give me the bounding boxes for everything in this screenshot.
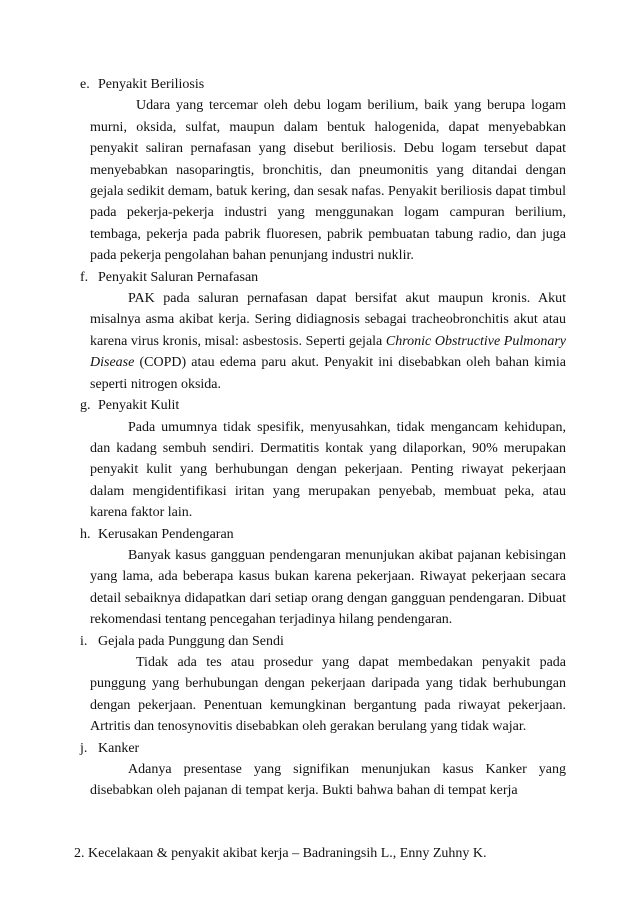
section-title: Kerusakan Pendengaran	[98, 526, 234, 542]
section-title: Penyakit Saluran Pernafasan	[98, 269, 259, 285]
section-title: Kanker	[98, 740, 140, 756]
section-marker: f.	[80, 269, 89, 285]
section-title: Gejala pada Punggung dan Sendi	[98, 633, 284, 649]
section-heading-h	[80, 524, 566, 545]
section-paragraph-kanker: Adanya presentase yang signifikan menunjukan kasus Kanker yang disebabkan oleh pajanan di tempat kerja. Bukti bahwa bahan di tempat kerja	[90, 762, 566, 799]
section-paragraph-saluran-pernafasan	[90, 288, 566, 395]
section-marker: g.	[80, 398, 91, 414]
paragraph-text: PAK pada saluran pernafasan dapat bersifat akut maupun kronis. Akut misalnya asma akibat kerja. Sering didiagnosis sebagai tracheobronchitis akut atau karena virus kronis, misal: asbestosis. Seperti gejala	[90, 291, 566, 349]
section-heading-e	[80, 74, 566, 95]
section-paragraph-pendengaran: Banyak kasus gangguan pendengaran menunjukan akibat pajanan kebisingan yang lama, ada beberapa kasus bukan karena pekerjaan. Riwayat pekerjaan secara detail sebaiknya didapatkan dari setiap orang dengan gangguan pendengaran. Dibuat rekomendasi tentang pencegahan terjadinya hilang pendengaran.	[90, 547, 566, 628]
disease-name-italic: Chronic Obstructive Pulmonary Disease	[90, 333, 566, 371]
section-title: Penyakit Kulit	[98, 398, 180, 414]
section-marker: h.	[80, 526, 91, 542]
section-heading-j	[80, 738, 566, 759]
section-marker: i.	[80, 633, 88, 649]
section-paragraph-kulit: Pada umumnya tidak spesifik, menyusahkan, tidak mengancam kehidupan, dan kadang sembuh sendiri. Dermatitis kontak yang dilaporkan, 90% merupakan penyakit kulit yang berhubungan dengan pekerjaan. Penting riwayat pekerjaan dalam mengidentifikasi iritan yang merupakan penyebab, membuat peka, atau karena faktor lain.	[90, 419, 566, 521]
section-heading-i	[80, 631, 566, 652]
page-footer: 2. Kecelakaan & penyakit akibat kerja – Badraningsih L., Enny Zuhny K.	[74, 846, 487, 861]
section-heading-g	[80, 395, 566, 416]
document-body	[80, 74, 566, 802]
section-marker: e.	[80, 77, 90, 92]
paragraph-text: (COPD) atau edema paru akut. Penyakit ini disebabkan oleh bahan kimia seperti nitrogen oksida.	[90, 355, 566, 392]
section-paragraph-beriliosis: Udara yang tercemar oleh debu logam berilium, baik yang berupa logam murni, oksida, sulfat, maupun dalam bentuk halogenida, dapat menyebabkan penyakit saliran pernafasan yang disebut beriliosis. Debu logam tersebut dapat menyebabkan nasoparingtis, bronchitis, dan pneumonitis yang ditandai dengan gejala sedikit demam, batuk kering, dan sesak nafas. Penyakit beriliosis dapat timbul pada pekerja-pekerja industri yang menggunakan logam campuran berilium, tembaga, pekerja pada pabrik fluoresen, pabrik pembuatan tabung radio, dan juga pada pekerja pengolahan bahan penunjang industri nuklir.	[90, 98, 566, 264]
section-title: Penyakit Beriliosis	[98, 77, 205, 92]
section-marker: j.	[80, 740, 88, 756]
section-paragraph-punggung-sendi: Tidak ada tes atau prosedur yang dapat membedakan penyakit pada punggung yang berhubungan dengan pekerjaan daripada yang tidak berhubungan dengan pekerjaan. Penentuan kemungkinan bergantung pada riwayat pekerjaan. Artritis dan tenosynovitis disebabkan oleh gerakan berulang yang tidak wajar.	[90, 654, 566, 735]
section-heading-f	[80, 267, 566, 288]
